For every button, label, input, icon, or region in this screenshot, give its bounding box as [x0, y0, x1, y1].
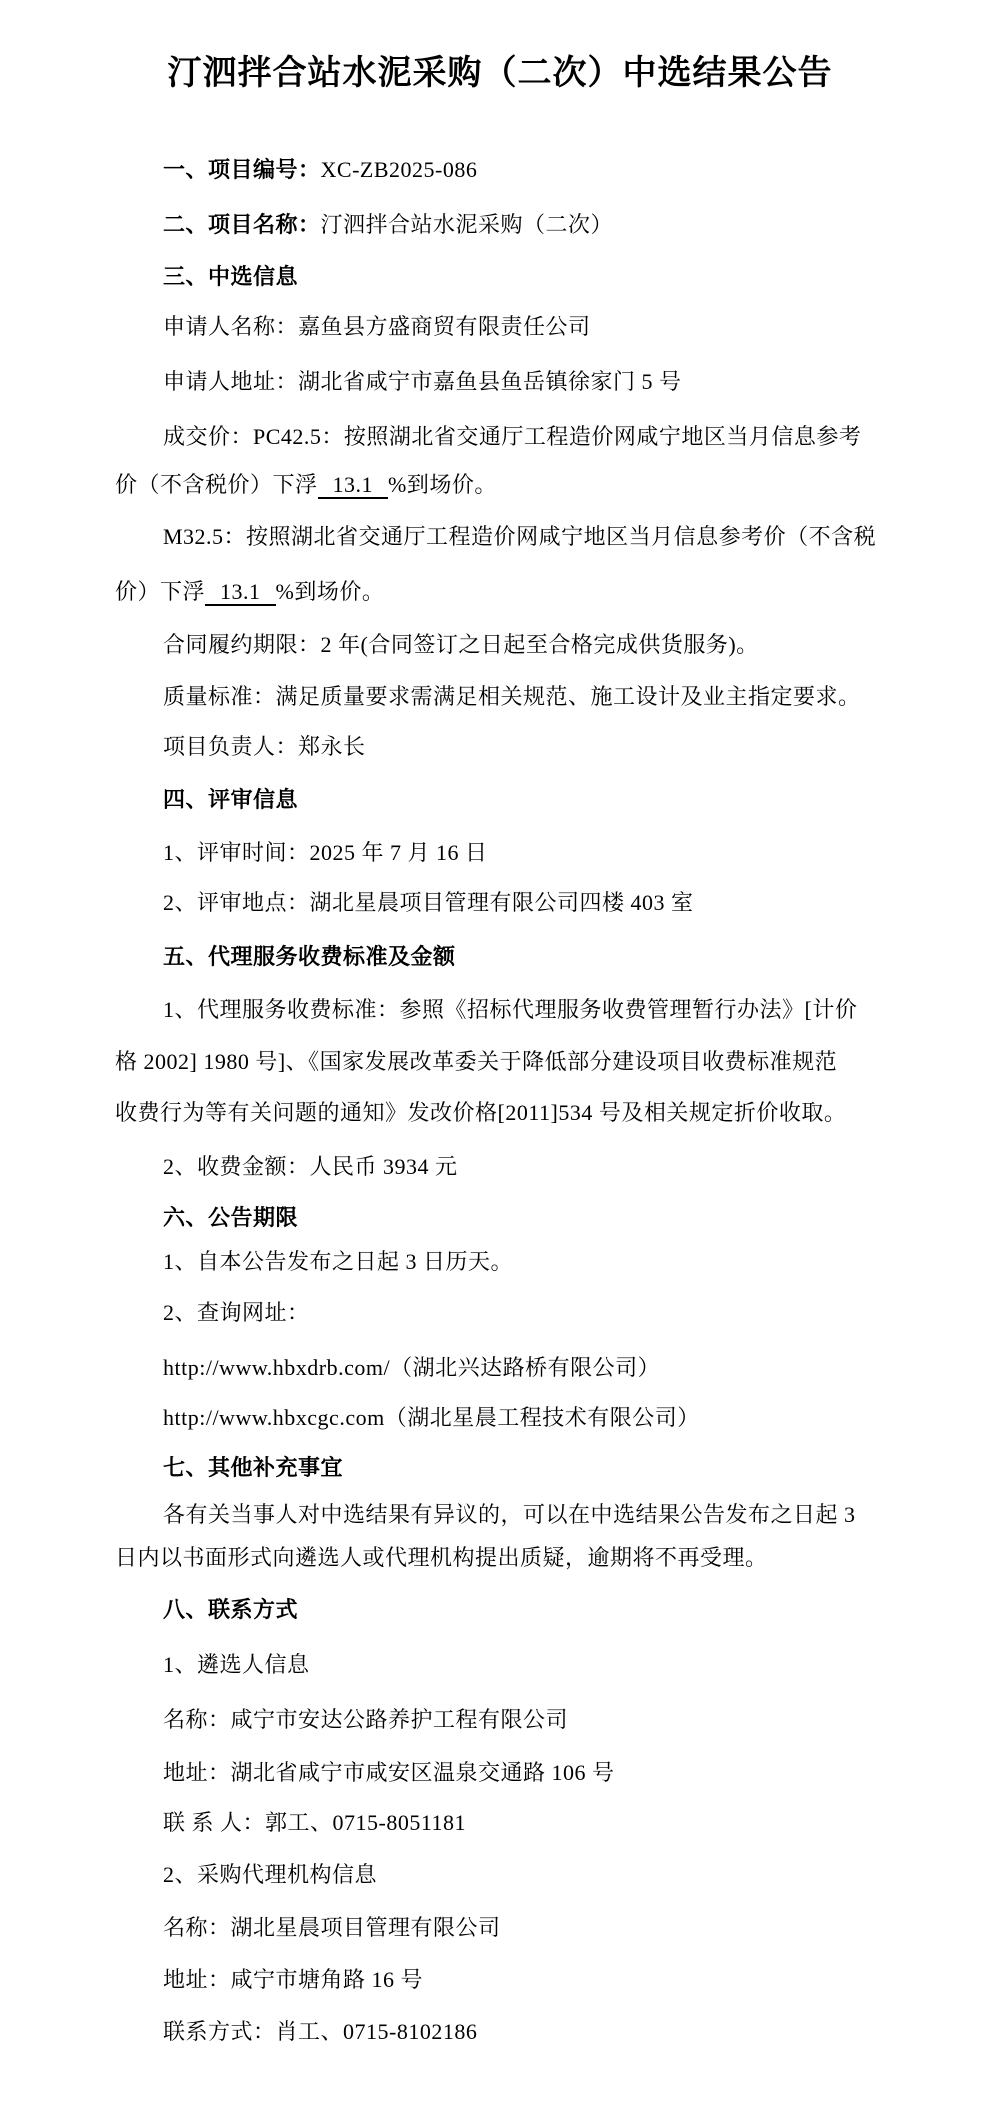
section-heading-review-info: 四、评审信息: [163, 787, 299, 812]
supplement-line1: 各有关当事人对中选结果有异议的，可以在中选结果公告发布之日起 3: [163, 1502, 856, 1527]
deal-price-m-line1: M32.5：按照湖北省交通厅工程造价网咸宁地区当月信息参考价（不含税: [163, 524, 877, 549]
selector-name-line: 名称：咸宁市安达公路养护工程有限公司: [163, 1707, 569, 1732]
agency-name-line: 名称：湖北星晨项目管理有限公司: [163, 1915, 501, 1940]
selector-info-heading-line: 1、遴选人信息: [163, 1652, 310, 1677]
section-heading-supplement: 七、其他补充事宜: [163, 1455, 344, 1480]
deal-price-m-line2-post: %到场价。: [275, 579, 385, 604]
query-url-1-line: http://www.hbxdrb.com/（湖北兴达路桥有限公司）: [163, 1355, 661, 1380]
project-number-value: XC-ZB2025-086: [320, 157, 478, 182]
review-location-line: 2、评审地点：湖北星晨项目管理有限公司四楼 403 室: [163, 890, 694, 915]
section-heading-selection-info: 三、中选信息: [163, 264, 299, 289]
applicant-address-line: 申请人地址：湖北省咸宁市嘉鱼县鱼岳镇徐家门 5 号: [163, 369, 682, 394]
agency-contact-line: 联系方式：肖工、0715-8102186: [163, 2019, 478, 2044]
query-url-label-line: 2、查询网址：: [163, 1300, 310, 1325]
deal-price-pc-line2-pre: 价（不含税价）下浮: [115, 472, 318, 497]
project-name-line: [163, 199, 613, 251]
applicant-name-line: 申请人名称：嘉鱼县方盛商贸有限责任公司: [163, 314, 591, 339]
project-manager-line: 项目负责人：郑永长: [163, 734, 366, 759]
agency-fee-amount-line: 2、收费金额：人民币 3934 元: [163, 1154, 458, 1179]
project-name-label: 二、项目名称：: [163, 212, 321, 237]
agency-fee-standard-line1: 1、代理服务收费标准：参照《招标代理服务收费管理暂行办法》[计价: [163, 997, 858, 1022]
agency-fee-standard-line2: 格 2002] 1980 号]、《国家发展改革委关于降低部分建设项目收费标准规范: [115, 1049, 838, 1074]
deal-price-pc-discount-value: 13.1: [318, 472, 389, 499]
section-heading-agency-fee: 五、代理服务收费标准及金额: [163, 944, 456, 969]
agency-info-heading-line: 2、采购代理机构信息: [163, 1862, 378, 1887]
project-name-value: 汀泗拌合站水泥采购（二次）: [320, 212, 614, 237]
deal-price-pc-line1: 成交价：PC42.5：按照湖北省交通厅工程造价网咸宁地区当月信息参考: [163, 424, 862, 449]
deal-price-m-line2-pre: 价）下浮: [115, 579, 206, 604]
agency-fee-standard-line3: 收费行为等有关问题的通知》发改价格[2011]534 号及相关规定折价收取。: [115, 1100, 847, 1125]
section-heading-contacts: 八、联系方式: [163, 1597, 299, 1622]
supplement-line2: 日内以书面形式向遴选人或代理机构提出质疑，逾期将不再受理。: [115, 1545, 768, 1570]
selector-address-line: 地址：湖北省咸宁市咸安区温泉交通路 106 号: [163, 1760, 615, 1785]
project-number-line: [163, 144, 477, 196]
agency-address-line: 地址：咸宁市塘角路 16 号: [163, 1967, 424, 1992]
page-title: 汀泗拌合站水泥采购（二次）中选结果公告: [167, 55, 833, 92]
quality-standard-line: 质量标准：满足质量要求需满足相关规范、施工设计及业主指定要求。: [163, 684, 861, 709]
review-time-line: 1、评审时间：2025 年 7 月 16 日: [163, 840, 488, 865]
deal-price-pc-line2: [115, 459, 497, 511]
notice-duration-line: 1、自本公告发布之日起 3 日历天。: [163, 1249, 514, 1274]
deal-price-m-discount-value: 13.1: [205, 579, 276, 606]
section-heading-notice-period: 六、公告期限: [163, 1205, 299, 1230]
selector-contact-line: 联 系 人：郭工、0715-8051181: [163, 1810, 467, 1835]
query-url-2-line: http://www.hbxcgc.com（湖北星晨工程技术有限公司）: [163, 1405, 700, 1430]
contract-term-line: 合同履约期限：2 年(合同签订之日起至合格完成供货服务)。: [163, 632, 759, 657]
project-number-label: 一、项目编号：: [163, 157, 321, 182]
deal-price-m-line2: [115, 566, 384, 618]
deal-price-pc-line2-post: %到场价。: [388, 472, 497, 497]
